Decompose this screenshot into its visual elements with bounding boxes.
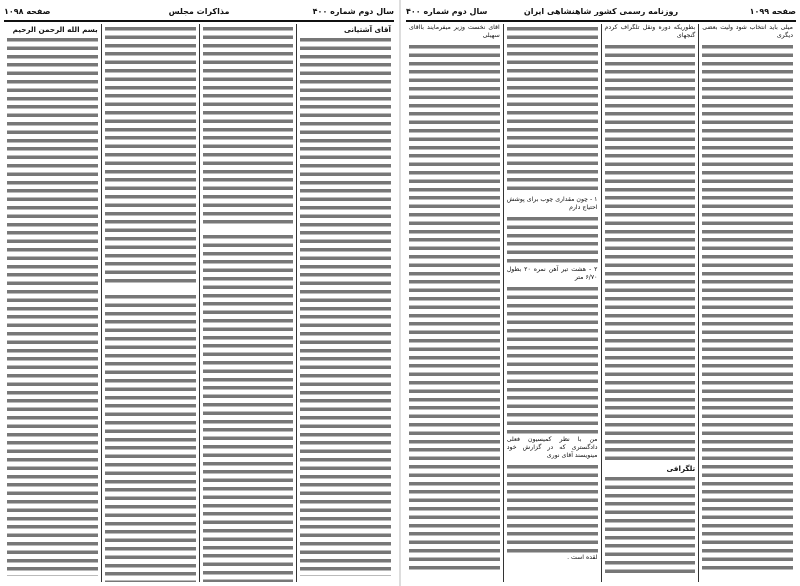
column-heading: تلگرافی	[666, 463, 696, 473]
list-item: ۲ - هشت تیر آهن نمره ۲۰ بطول ۶/۷۰ متر	[506, 265, 598, 282]
right-page-header	[406, 4, 796, 22]
text-block	[507, 215, 598, 265]
text-block	[507, 463, 598, 553]
column-text: میلی باید انتخاب شود ولیت بعضی دیگری	[702, 24, 793, 40]
text-block	[7, 36, 98, 576]
list-item: لقده است .	[567, 553, 598, 561]
column	[503, 24, 601, 582]
column-heading: بسم الله الرحمن الرحیم	[12, 25, 98, 34]
right-page-columns	[406, 24, 796, 582]
right-page-title: روزنامه رسمی کشور شاهنشاهی ایران	[523, 7, 679, 16]
text-block	[605, 43, 696, 463]
left-page-issue: سال دوم شماره ۴۰۰	[312, 7, 394, 16]
column	[406, 24, 503, 582]
column-text: آقای نخست وزیر میفرمایند باآقای سهیلی	[409, 24, 500, 40]
column	[4, 24, 101, 582]
text-block	[203, 233, 294, 582]
text-block	[507, 25, 598, 195]
text-block	[105, 25, 196, 285]
left-page-header	[4, 4, 394, 22]
text-block	[203, 25, 294, 225]
list-item: ۱ - چون مقداری چوب برای پوشش احتیاج دارم	[506, 196, 598, 212]
column	[601, 24, 699, 582]
left-page-number: صفحه ۱۰۹۸	[4, 7, 51, 16]
left-page	[0, 0, 398, 586]
text-block	[409, 43, 500, 573]
column	[101, 24, 199, 582]
text-block	[105, 293, 196, 582]
text-block	[507, 285, 598, 435]
list-item: من با نظر کمیسیون فعلی دادگستری که در گزارش خود مینویسند آقای نوری	[506, 435, 598, 460]
right-page	[402, 0, 800, 586]
right-page-number: صفحه ۱۰۹۹	[749, 7, 796, 16]
page-gutter	[399, 0, 401, 586]
text-block	[300, 36, 391, 576]
column-heading: آقای آشتیانی	[343, 25, 391, 34]
column-text: بطوریکه دوره ونقل تلگراف کردم گنجهای	[604, 24, 696, 40]
column	[698, 24, 796, 582]
column	[199, 24, 297, 582]
column	[296, 24, 394, 582]
left-page-section: مذاکرات مجلس	[168, 7, 230, 16]
left-page-columns	[4, 24, 394, 582]
text-block	[702, 43, 793, 573]
right-page-issue: سال دوم شماره ۴۰۰	[406, 7, 488, 16]
text-block	[605, 475, 696, 575]
